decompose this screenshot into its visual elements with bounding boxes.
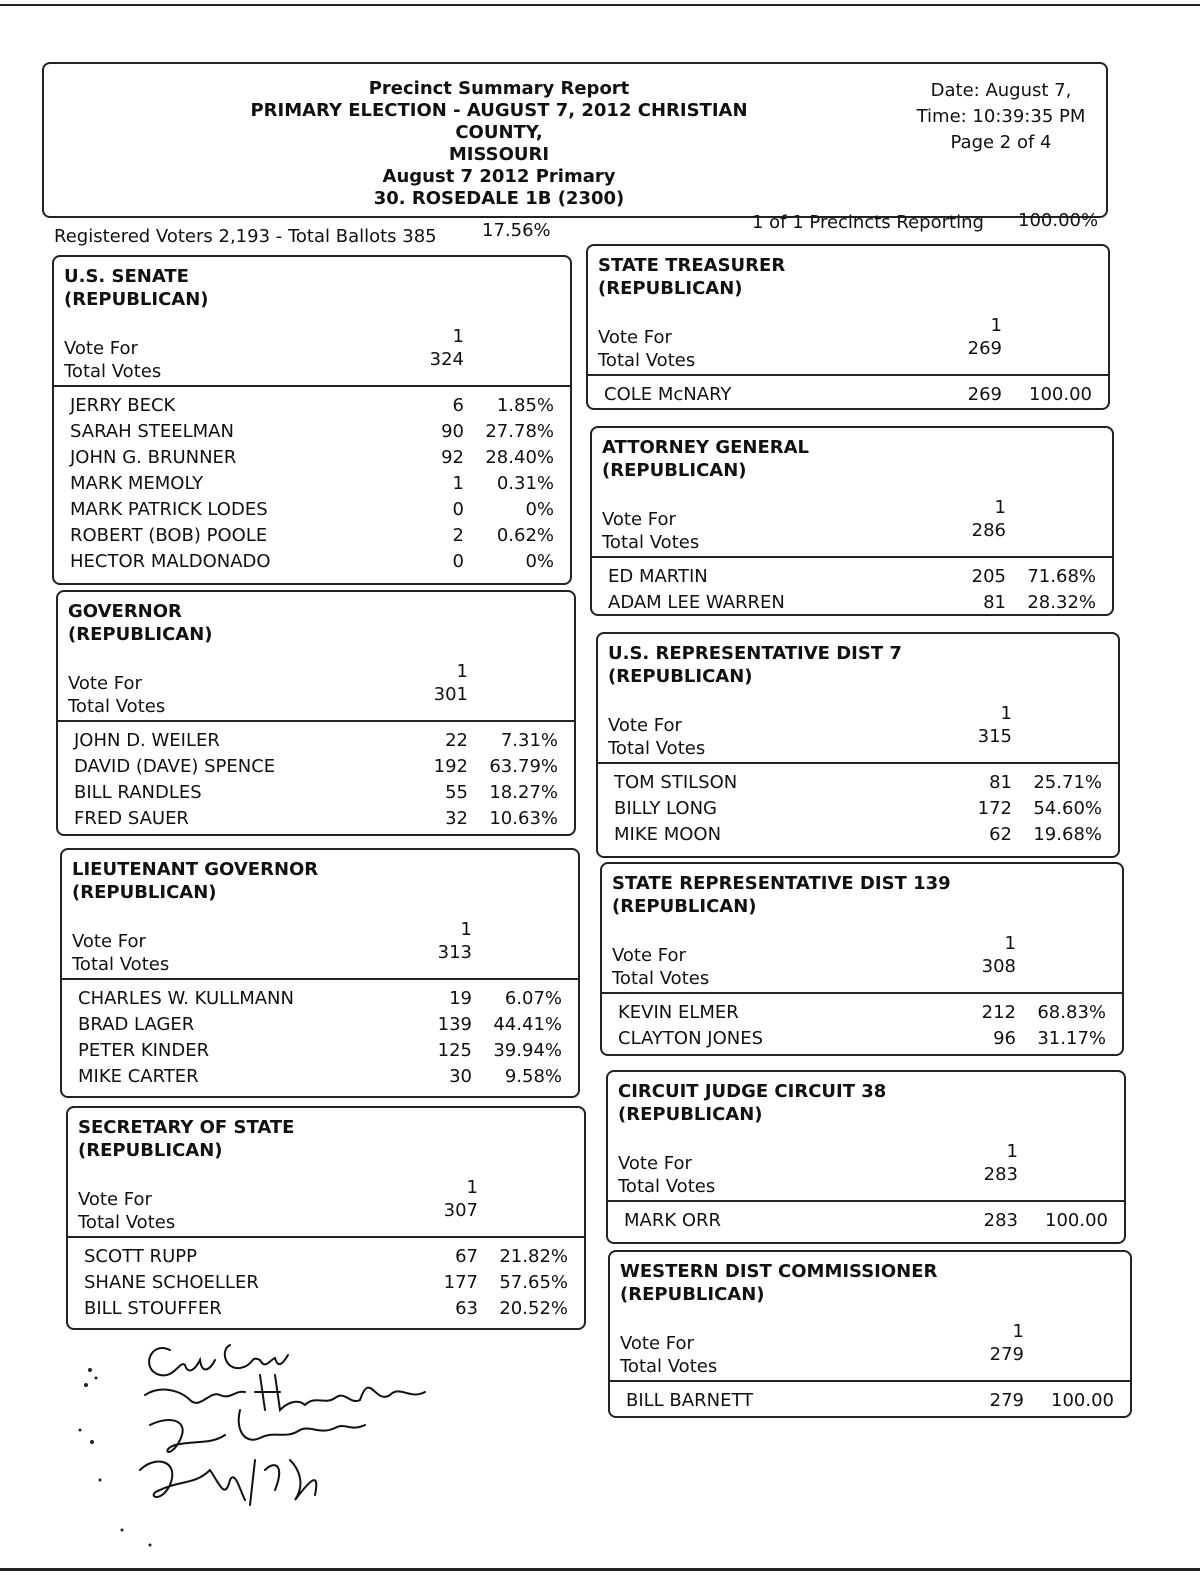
candidate-votes: 172 bbox=[977, 798, 1012, 819]
race-party: (REPUBLICAN) bbox=[64, 289, 209, 310]
candidate-votes: 0 bbox=[452, 499, 464, 520]
candidate-percent: 0.62% bbox=[496, 525, 554, 546]
candidate-percent: 25.71% bbox=[1033, 772, 1102, 793]
vote-for-label: Vote For bbox=[612, 945, 686, 966]
total-votes-value: 315 bbox=[977, 726, 1012, 747]
candidate-percent: 9.58% bbox=[504, 1066, 562, 1087]
race-office: ATTORNEY GENERAL bbox=[602, 437, 810, 458]
candidate-percent: 100.00 bbox=[1051, 1390, 1114, 1411]
candidate-name: MIKE MOON bbox=[614, 824, 722, 845]
election-line-2: MISSOURI bbox=[448, 144, 550, 165]
election-line-1: PRIMARY ELECTION - AUGUST 7, 2012 CHRISTIAN COUNTY, bbox=[250, 100, 748, 143]
race-office: WESTERN DIST COMMISSIONER bbox=[620, 1261, 938, 1282]
top-rule bbox=[0, 4, 1200, 6]
race-title bbox=[598, 254, 785, 300]
signature-4 bbox=[140, 1460, 316, 1505]
candidate-name: MARK ORR bbox=[624, 1210, 722, 1231]
results-divider bbox=[62, 978, 578, 980]
race-party: (REPUBLICAN) bbox=[78, 1140, 223, 1161]
report-date: Date: August 7, bbox=[930, 80, 1072, 101]
candidate-name: SHANE SCHOELLER bbox=[84, 1272, 259, 1293]
race-title bbox=[608, 642, 902, 688]
results-divider bbox=[602, 992, 1122, 994]
race-title bbox=[602, 436, 809, 482]
candidate-percent: 27.78% bbox=[485, 421, 554, 442]
race-office: STATE REPRESENTATIVE DIST 139 bbox=[612, 873, 951, 894]
candidate-name: PETER KINDER bbox=[78, 1040, 210, 1061]
race-party: (REPUBLICAN) bbox=[602, 460, 747, 481]
results-divider bbox=[54, 385, 570, 387]
results-divider bbox=[598, 762, 1118, 764]
candidate-votes: 6 bbox=[452, 395, 464, 416]
total-votes-value: 308 bbox=[981, 956, 1016, 977]
candidate-votes: 269 bbox=[967, 384, 1002, 405]
candidate-votes: 90 bbox=[441, 421, 464, 442]
total-votes-value: 286 bbox=[971, 520, 1006, 541]
candidate-name: ED MARTIN bbox=[608, 566, 708, 587]
candidate-percent: 44.41% bbox=[493, 1014, 562, 1035]
race-office: GOVERNOR bbox=[68, 601, 182, 622]
candidate-votes: 92 bbox=[441, 447, 464, 468]
vote-for-label: Vote For bbox=[608, 715, 682, 736]
vote-for-value: 1 bbox=[994, 497, 1006, 518]
candidate-percent: 28.32% bbox=[1027, 592, 1096, 613]
candidate-votes: 177 bbox=[443, 1272, 478, 1293]
vote-for-label: Vote For bbox=[68, 673, 142, 694]
total-votes-label: Total Votes bbox=[612, 968, 710, 989]
race-box bbox=[56, 590, 576, 836]
candidate-votes: 63 bbox=[455, 1298, 478, 1319]
candidate-percent: 7.31% bbox=[500, 730, 558, 751]
race-title bbox=[72, 858, 318, 904]
candidate-name: ADAM LEE WARREN bbox=[608, 592, 785, 613]
candidate-votes: 67 bbox=[455, 1246, 478, 1267]
candidate-name: MARK PATRICK LODES bbox=[70, 499, 268, 520]
race-office: SECRETARY OF STATE bbox=[78, 1117, 295, 1138]
candidate-percent: 100.00 bbox=[1045, 1210, 1108, 1231]
candidate-votes: 2 bbox=[452, 525, 464, 546]
vote-for-value: 1 bbox=[460, 919, 472, 940]
candidate-votes: 96 bbox=[993, 1028, 1016, 1049]
race-title bbox=[618, 1080, 886, 1126]
candidate-votes: 212 bbox=[981, 1002, 1016, 1023]
race-box bbox=[590, 426, 1114, 616]
race-office: CIRCUIT JUDGE CIRCUIT 38 bbox=[618, 1081, 887, 1102]
candidate-percent: 0% bbox=[525, 499, 554, 520]
candidate-name: ROBERT (BOB) POOLE bbox=[70, 525, 268, 546]
candidate-votes: 81 bbox=[989, 772, 1012, 793]
race-office: STATE TREASURER bbox=[598, 255, 786, 276]
candidate-votes: 22 bbox=[445, 730, 468, 751]
candidate-percent: 39.94% bbox=[493, 1040, 562, 1061]
candidate-name: BRAD LAGER bbox=[78, 1014, 195, 1035]
vote-for-label: Vote For bbox=[620, 1333, 694, 1354]
race-box bbox=[606, 1070, 1126, 1244]
race-party: (REPUBLICAN) bbox=[608, 666, 753, 687]
results-divider bbox=[608, 1200, 1124, 1202]
precincts-percent: 100.00% bbox=[1018, 210, 1099, 231]
signature-1 bbox=[149, 1345, 288, 1375]
page-number: Page 2 of 4 bbox=[950, 132, 1052, 153]
race-title bbox=[68, 600, 213, 646]
candidate-name: CLAYTON JONES bbox=[618, 1028, 764, 1049]
race-title bbox=[64, 265, 209, 311]
total-votes-label: Total Votes bbox=[608, 738, 706, 759]
candidate-name: COLE McNARY bbox=[604, 384, 732, 405]
primary-name: August 7 2012 Primary bbox=[382, 166, 616, 187]
candidate-name: BILL RANDLES bbox=[74, 782, 202, 803]
vote-for-value: 1 bbox=[990, 315, 1002, 336]
race-party: (REPUBLICAN) bbox=[612, 896, 757, 917]
candidate-name: DAVID (DAVE) SPENCE bbox=[74, 756, 276, 777]
results-divider bbox=[592, 556, 1112, 558]
candidate-name: BILL BARNETT bbox=[626, 1390, 754, 1411]
bottom-rule bbox=[0, 1568, 1200, 1571]
race-office: LIEUTENANT GOVERNOR bbox=[72, 859, 319, 880]
candidate-votes: 125 bbox=[437, 1040, 472, 1061]
race-title bbox=[612, 872, 951, 918]
candidate-percent: 18.27% bbox=[489, 782, 558, 803]
precincts-reporting: 1 of 1 Precincts Reporting bbox=[752, 212, 984, 233]
vote-for-label: Vote For bbox=[598, 327, 672, 348]
total-votes-value: 313 bbox=[437, 942, 472, 963]
total-votes-label: Total Votes bbox=[598, 350, 696, 371]
candidate-percent: 54.60% bbox=[1033, 798, 1102, 819]
candidate-name: BILL STOUFFER bbox=[84, 1298, 222, 1319]
candidate-percent: 28.40% bbox=[485, 447, 554, 468]
candidate-name: JOHN D. WEILER bbox=[74, 730, 220, 751]
candidate-votes: 139 bbox=[437, 1014, 472, 1035]
total-votes-label: Total Votes bbox=[72, 954, 170, 975]
candidate-name: BILLY LONG bbox=[614, 798, 718, 819]
signature-3 bbox=[150, 1410, 365, 1452]
total-votes-label: Total Votes bbox=[64, 361, 162, 382]
candidate-percent: 0.31% bbox=[496, 473, 554, 494]
race-office: U.S. REPRESENTATIVE DIST 7 bbox=[608, 643, 902, 664]
results-divider bbox=[588, 374, 1108, 376]
race-box bbox=[586, 244, 1110, 410]
report-time: Time: 10:39:35 PM bbox=[916, 106, 1086, 127]
total-votes-value: 324 bbox=[429, 349, 464, 370]
precinct-name: 30. ROSEDALE 1B (2300) bbox=[373, 188, 625, 209]
candidate-votes: 192 bbox=[433, 756, 468, 777]
candidate-percent: 1.85% bbox=[496, 395, 554, 416]
race-title bbox=[78, 1116, 294, 1162]
candidate-percent: 19.68% bbox=[1033, 824, 1102, 845]
vote-for-value: 1 bbox=[456, 661, 468, 682]
candidate-name: TOM STILSON bbox=[614, 772, 738, 793]
vote-for-value: 1 bbox=[1000, 703, 1012, 724]
candidate-name: JERRY BECK bbox=[70, 395, 176, 416]
candidate-votes: 32 bbox=[445, 808, 468, 829]
results-divider bbox=[58, 720, 574, 722]
vote-for-label: Vote For bbox=[602, 509, 676, 530]
candidate-name: MARK MEMOLY bbox=[70, 473, 204, 494]
race-box bbox=[600, 862, 1124, 1056]
race-party: (REPUBLICAN) bbox=[620, 1284, 765, 1305]
race-office: U.S. SENATE bbox=[64, 266, 189, 287]
vote-for-value: 1 bbox=[1006, 1141, 1018, 1162]
vote-for-value: 1 bbox=[452, 326, 464, 347]
vote-for-label: Vote For bbox=[618, 1153, 692, 1174]
candidate-votes: 279 bbox=[989, 1390, 1024, 1411]
race-title bbox=[620, 1260, 937, 1306]
candidate-percent: 21.82% bbox=[499, 1246, 568, 1267]
vote-for-value: 1 bbox=[1004, 933, 1016, 954]
registered-voters: Registered Voters 2,193 - Total Ballots 385 bbox=[54, 226, 437, 247]
candidate-percent: 20.52% bbox=[499, 1298, 568, 1319]
candidate-percent: 100.00 bbox=[1029, 384, 1092, 405]
vote-for-label: Vote For bbox=[78, 1189, 152, 1210]
candidate-votes: 19 bbox=[449, 988, 472, 1009]
race-box bbox=[66, 1106, 586, 1330]
race-party: (REPUBLICAN) bbox=[598, 278, 743, 299]
total-votes-value: 283 bbox=[983, 1164, 1018, 1185]
signature-2 bbox=[145, 1375, 425, 1410]
results-divider bbox=[68, 1236, 584, 1238]
total-votes-label: Total Votes bbox=[620, 1356, 718, 1377]
candidate-name: KEVIN ELMER bbox=[618, 1002, 739, 1023]
vote-for-value: 1 bbox=[1012, 1321, 1024, 1342]
turnout-percent: 17.56% bbox=[482, 220, 551, 241]
report-meta bbox=[906, 78, 1096, 156]
candidate-name: SCOTT RUPP bbox=[84, 1246, 197, 1267]
race-box bbox=[60, 848, 580, 1098]
total-votes-label: Total Votes bbox=[618, 1176, 716, 1197]
candidate-name: CHARLES W. KULLMANN bbox=[78, 988, 294, 1009]
candidate-name: HECTOR MALDONADO bbox=[70, 551, 271, 572]
candidate-name: JOHN G. BRUNNER bbox=[70, 447, 237, 468]
candidate-percent: 63.79% bbox=[489, 756, 558, 777]
candidate-votes: 205 bbox=[971, 566, 1006, 587]
candidate-name: FRED SAUER bbox=[74, 808, 189, 829]
results-divider bbox=[610, 1380, 1130, 1382]
total-votes-label: Total Votes bbox=[602, 532, 700, 553]
candidate-percent: 68.83% bbox=[1037, 1002, 1106, 1023]
total-votes-value: 279 bbox=[989, 1344, 1024, 1365]
total-votes-label: Total Votes bbox=[68, 696, 166, 717]
candidate-percent: 31.17% bbox=[1037, 1028, 1106, 1049]
report-title-block bbox=[204, 78, 794, 210]
candidate-name: MIKE CARTER bbox=[78, 1066, 199, 1087]
total-votes-label: Total Votes bbox=[78, 1212, 176, 1233]
scan-noise bbox=[79, 1368, 152, 1547]
candidate-votes: 55 bbox=[445, 782, 468, 803]
candidate-name: SARAH STEELMAN bbox=[70, 421, 234, 442]
race-party: (REPUBLICAN) bbox=[72, 882, 217, 903]
race-party: (REPUBLICAN) bbox=[68, 624, 213, 645]
candidate-votes: 283 bbox=[983, 1210, 1018, 1231]
race-box bbox=[52, 255, 572, 585]
candidate-percent: 0% bbox=[525, 551, 554, 572]
signatures bbox=[60, 1330, 460, 1570]
candidate-percent: 57.65% bbox=[499, 1272, 568, 1293]
vote-for-value: 1 bbox=[466, 1177, 478, 1198]
candidate-votes: 0 bbox=[452, 551, 464, 572]
race-party: (REPUBLICAN) bbox=[618, 1104, 763, 1125]
total-votes-value: 307 bbox=[443, 1200, 478, 1221]
total-votes-value: 301 bbox=[433, 684, 468, 705]
total-votes-value: 269 bbox=[967, 338, 1002, 359]
race-box bbox=[596, 632, 1120, 858]
candidate-votes: 62 bbox=[989, 824, 1012, 845]
candidate-votes: 1 bbox=[452, 473, 464, 494]
candidate-percent: 71.68% bbox=[1027, 566, 1096, 587]
candidate-votes: 81 bbox=[983, 592, 1006, 613]
candidate-votes: 30 bbox=[449, 1066, 472, 1087]
candidate-percent: 6.07% bbox=[504, 988, 562, 1009]
report-title: Precinct Summary Report bbox=[368, 78, 630, 99]
report-header bbox=[42, 62, 1108, 218]
race-box bbox=[608, 1250, 1132, 1418]
vote-for-label: Vote For bbox=[64, 338, 138, 359]
vote-for-label: Vote For bbox=[72, 931, 146, 952]
candidate-percent: 10.63% bbox=[489, 808, 558, 829]
